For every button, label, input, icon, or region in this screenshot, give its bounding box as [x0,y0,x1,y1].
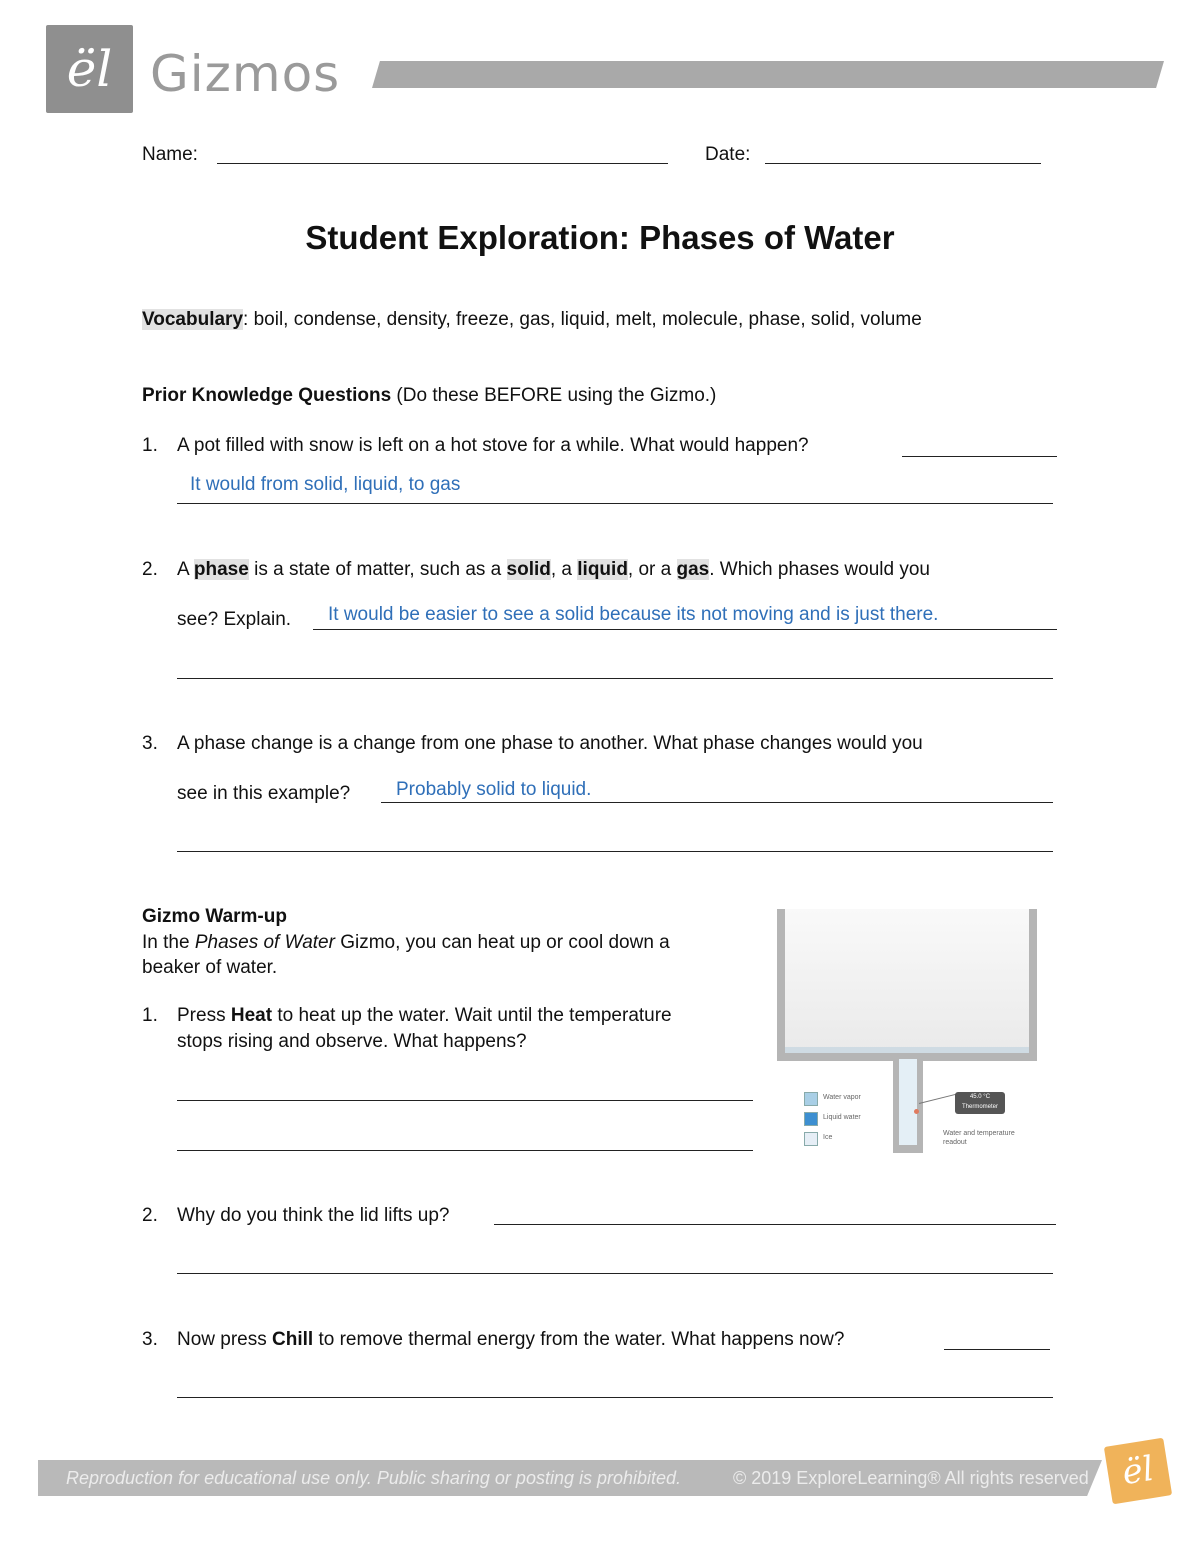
warmup-intro-line2: beaker of water. [142,957,278,978]
warmup-intro-a: In the [142,932,195,953]
q2-text-d: , or a [627,559,677,580]
legend-swatch-ice [804,1132,818,1146]
prior-q2-answer: It would be easier to see a solid because its not moving and is just there. [328,604,939,625]
legend-swatch-water-vapor [804,1092,818,1106]
phases-of-water-gizmo-figure [777,909,1037,1153]
prior-q2-text [177,560,930,579]
warmup-q2-number: 2. [142,1205,158,1226]
warmup-intro-b: Gizmo, you can heat up or cool down a [334,932,670,953]
warmup-q3-answer-line-1[interactable] [944,1349,1050,1350]
chill-term: Chill [272,1329,314,1350]
legend-ice: Ice [823,1134,833,1141]
tube-interior [899,1059,917,1145]
q2-text-a: A [177,559,194,580]
legend-water-vapor: Water vapor [823,1094,861,1101]
prior-q1-answer-line-1[interactable] [902,456,1057,457]
q2-text-b: is a state of matter, such as a [248,559,507,580]
prior-q3-answer-line-2[interactable] [177,851,1053,852]
warmup-intro [142,933,670,952]
prior-q1-text: A pot filled with snow is left on a hot stove for a while. What would happen? [177,435,809,456]
prior-q3-text: A phase change is a change from one phase to another. What phase changes would you [177,733,923,754]
header-bar [372,61,1164,88]
explorelearning-logo-icon: ël [1104,1438,1172,1505]
term-phase: phase [193,559,249,580]
thermometer-label: Thermometer [961,1104,998,1110]
warmup-heading: Gizmo Warm-up [142,906,287,927]
prior-q1-number: 1. [142,435,158,456]
prior-q3-answer-line-1[interactable] [381,802,1053,803]
name-field[interactable] [217,163,668,164]
prior-q3-line2: see in this example? [177,783,351,804]
page-title: Student Exploration: Phases of Water [305,219,895,256]
prior-q1-answer: It would from solid, liquid, to gas [190,474,461,495]
warmup-q1-line2: stops rising and observe. What happens? [177,1031,527,1052]
prior-q2-number: 2. [142,559,158,580]
warmup-q3-answer-line-2[interactable] [177,1397,1053,1398]
water-surface [785,1047,1029,1053]
wq1-b: to heat up the water. Wait until the temperature [272,1005,672,1026]
thermometer-readout [955,1092,1005,1114]
gizmos-logo [46,25,133,113]
heat-term: Heat [230,1005,273,1026]
vocabulary-terms: : boil, condense, density, freeze, gas, liquid, melt, molecule, phase, solid, volume [243,309,922,330]
prior-q2-answer-line-1[interactable] [313,629,1057,630]
warmup-q1-text [177,1006,672,1025]
warmup-q1-answer-line-1[interactable] [177,1100,753,1101]
warmup-q1-answer-line-2[interactable] [177,1150,753,1151]
figure-note [943,1129,1015,1147]
prior-q3-number: 3. [142,733,158,754]
wq1-a: Press [177,1005,231,1026]
footer-notice: Reproduction for educational use only. Public sharing or posting is prohibited. [66,1468,682,1488]
name-label: Name: [142,144,198,165]
prior-q2-answer-line-2[interactable] [177,678,1053,679]
el-logo-icon: ël [66,40,113,98]
date-label: Date: [705,144,751,165]
wq3-a: Now press [177,1329,273,1350]
prior-q1-answer-line-2[interactable] [177,503,1053,504]
term-liquid: liquid [577,559,628,580]
term-gas: gas [676,559,710,580]
warmup-q2-answer-line-2[interactable] [177,1273,1053,1274]
wq3-b: to remove thermal energy from the water. What happens now? [313,1329,845,1350]
warmup-intro-italic: Phases of Water [194,932,335,953]
figure-note-line2: readout [943,1139,967,1146]
term-solid: solid [506,559,551,580]
prior-q2-line2: see? Explain. [177,609,292,630]
warmup-q3-text [177,1330,844,1349]
date-field[interactable] [765,163,1041,164]
warmup-q1-number: 1. [142,1005,158,1026]
warmup-q3-number: 3. [142,1329,158,1350]
prior-q3-answer: Probably solid to liquid. [396,779,592,800]
prior-heading-bold: Prior Knowledge Questions [142,385,392,406]
footer-copyright: © 2019 ExploreLearning® All rights reserved [733,1468,1089,1488]
figure-note-line1: Water and temperature [943,1130,1015,1137]
temperature-probe [914,1109,919,1114]
prior-heading-rest: (Do these BEFORE using the Gizmo.) [391,385,717,406]
q2-text-e: . Which phases would you [709,559,930,580]
warmup-q2-text: Why do you think the lid lifts up? [177,1205,450,1226]
prior-knowledge-heading [142,386,716,405]
beaker [777,909,1037,1061]
probe-lead [919,1094,956,1104]
legend-swatch-liquid-water [804,1112,818,1126]
vocabulary-label: Vocabulary [142,309,244,330]
legend-liquid-water: Liquid water [823,1114,861,1121]
vocabulary-line [142,310,922,329]
q2-text-c: , a [550,559,578,580]
brand-name: Gizmos [150,45,341,103]
thermometer-value: 45.0 °C [969,1094,991,1100]
warmup-q2-answer-line-1[interactable] [494,1224,1056,1225]
